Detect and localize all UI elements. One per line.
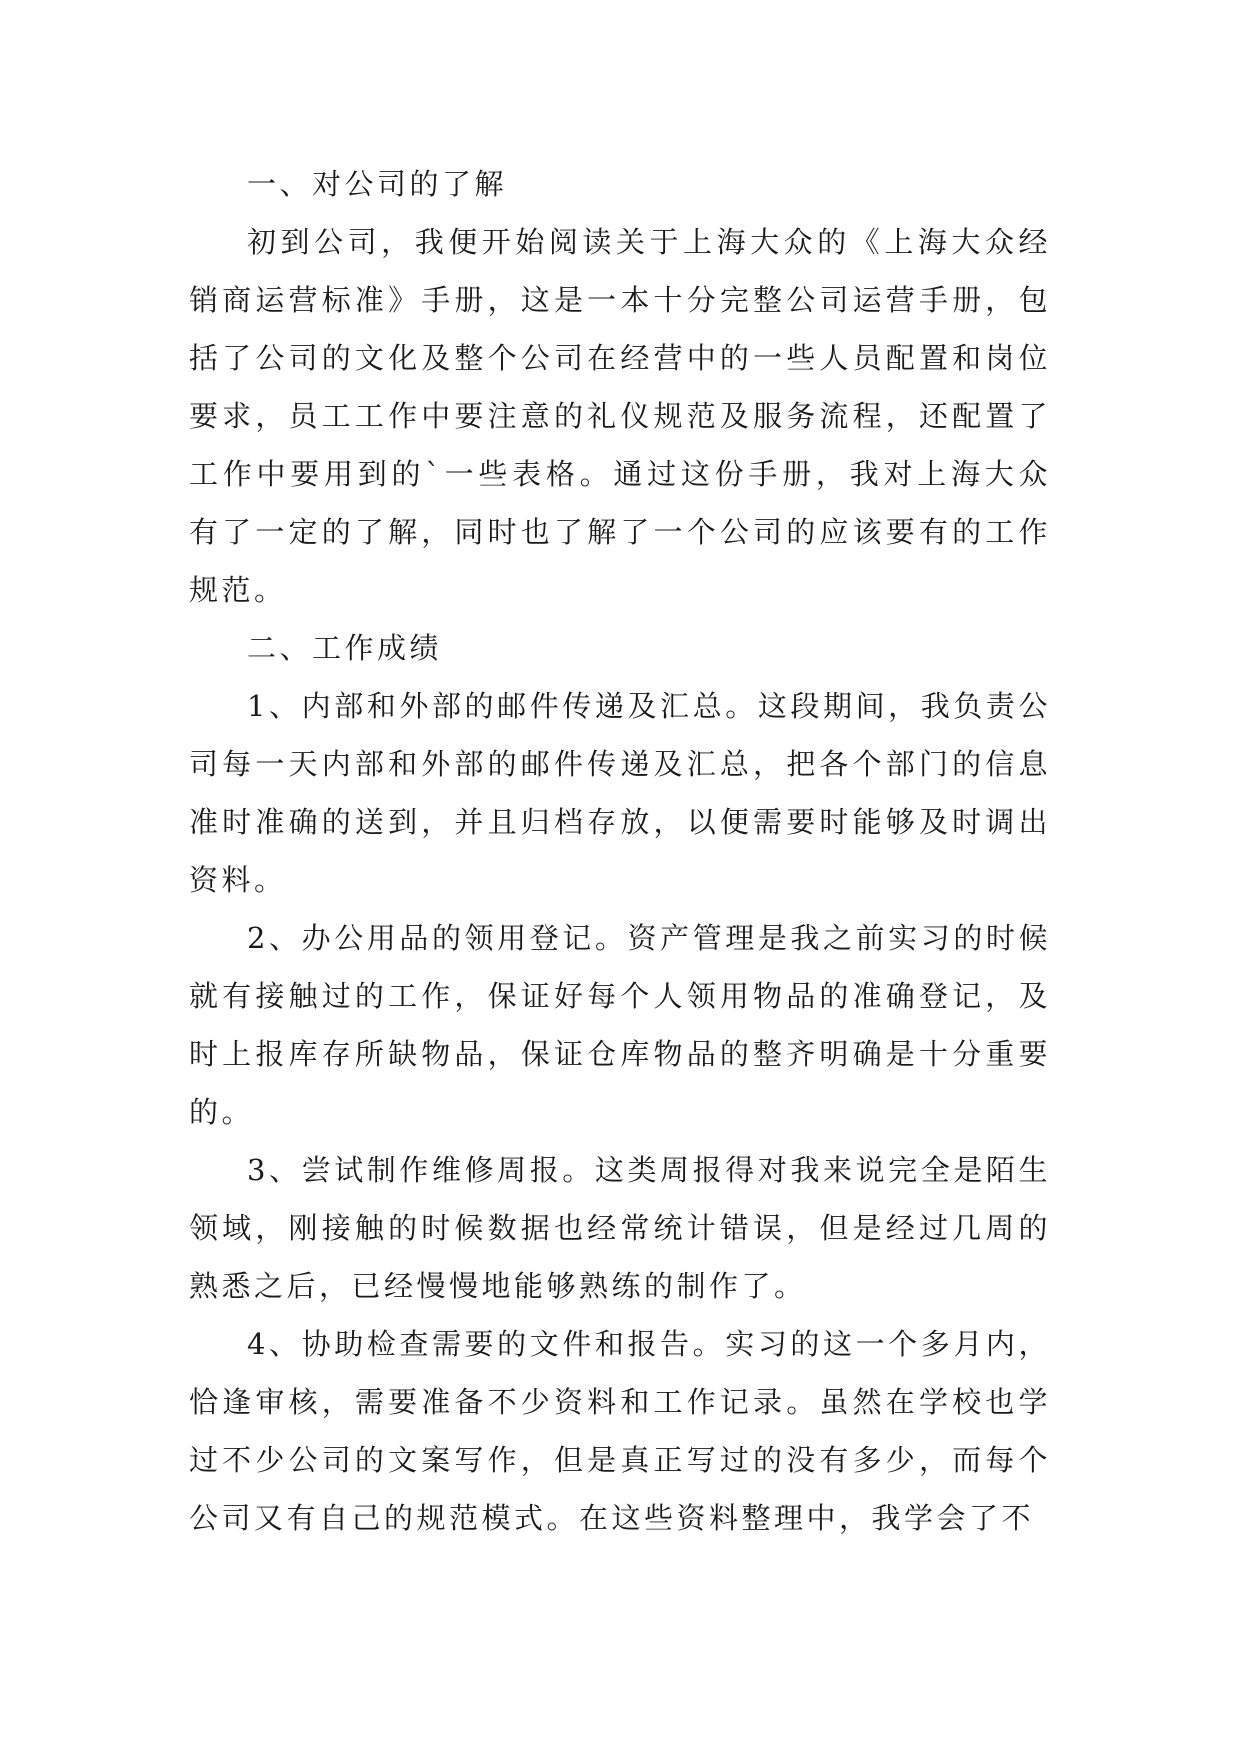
document-body — [189, 155, 1051, 1547]
paragraph-company-manual: 初到公司，我便开始阅读关于上海大众的《上海大众经销商运营标准》手册，这是一本十分完整公司运营手册，包括了公司的文化及整个公司在经营中的一些人员配置和岗位要求，员工工作中要注意的礼仪规范及服务流程，还配置了工作中要用到的`一些表格。通过这份手册，我对上海大众有了一定的了解，同时也了解了一个公司的应该要有的工作规范。 — [189, 225, 1051, 607]
paragraph-item-weekly-report: 3、尝试制作维修周报。这类周报得对我来说完全是陌生领域，刚接触的时候数据也经常统计错误，但是经过几周的熟悉之后，已经慢慢地能够熟练的制作了。 — [189, 1153, 1051, 1303]
paragraph-item-documents-audit: 4、协助检查需要的文件和报告。实习的这一个多月内，恰逢审核，需要准备不少资料和工作记录。虽然在学校也学过不少公司的文案写作，但是真正写过的没有多少，而每个公司又有自己的规范模式。在这些资料整理中，我学会了不 — [189, 1327, 1051, 1535]
section-heading-work-results: 二、工作成绩 — [247, 631, 443, 665]
section-heading-company-understanding: 一、对公司的了解 — [247, 167, 508, 201]
paragraph-item-office-supplies: 2、办公用品的领用登记。资产管理是我之前实习的时候就有接触过的工作，保证好每个人领用物品的准确登记，及时上报库存所缺物品，保证仓库物品的整齐明确是十分重要的。 — [189, 921, 1051, 1129]
paragraph-item-mail: 1、内部和外部的邮件传递及汇总。这段期间，我负责公司每一天内部和外部的邮件传递及汇总，把各个部门的信息准时准确的送到，并且归档存放，以便需要时能够及时调出资料。 — [189, 689, 1051, 897]
